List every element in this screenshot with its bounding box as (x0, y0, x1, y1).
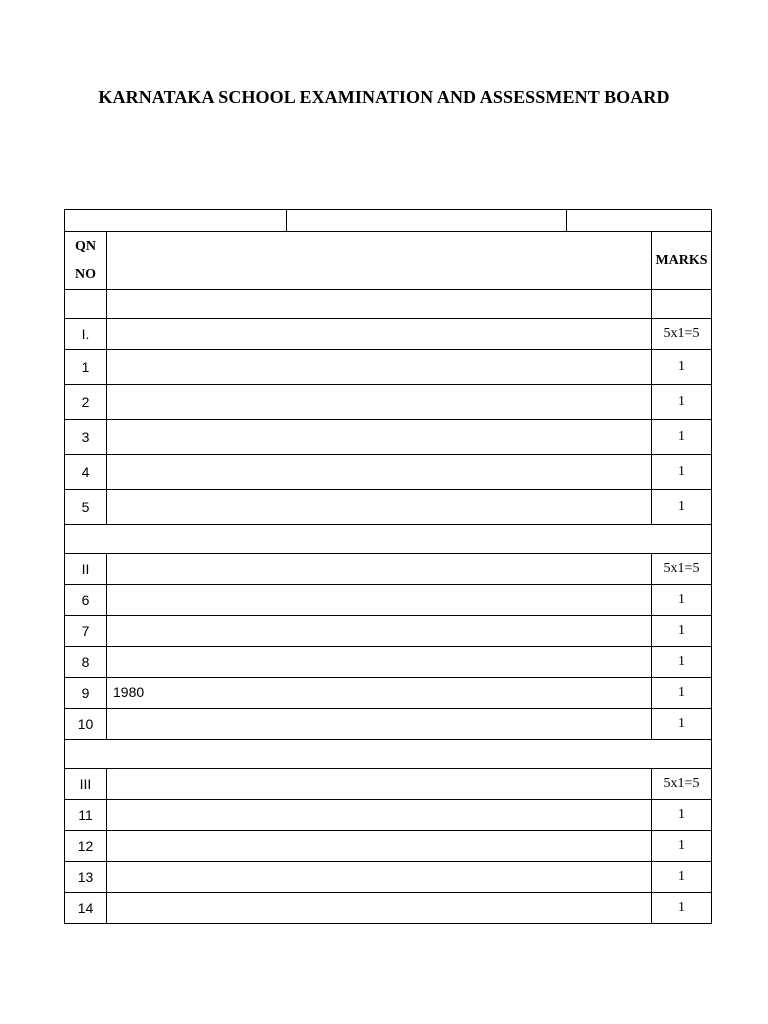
question-number: 8 (65, 647, 107, 678)
column-header-row (65, 232, 712, 290)
question-marks: 1 (652, 616, 712, 647)
question-number: 1 (65, 350, 107, 385)
answer-key-table (64, 209, 712, 924)
answer-text (107, 350, 652, 385)
question-marks: 1 (652, 585, 712, 616)
question-number: 6 (65, 585, 107, 616)
answer-text (107, 455, 652, 490)
question-row (65, 800, 712, 831)
section-number: I. (65, 319, 107, 350)
section-row (65, 769, 712, 800)
spacer-cell (65, 525, 712, 554)
question-row (65, 455, 712, 490)
section-instruction (107, 769, 652, 800)
question-number: 14 (65, 893, 107, 924)
answer-text (107, 800, 652, 831)
question-row (65, 385, 712, 420)
question-marks: 1 (652, 800, 712, 831)
section-number: III (65, 769, 107, 800)
section-marks: 5x1=5 (652, 554, 712, 585)
board-title-kannada (0, 110, 768, 140)
answer-text (107, 420, 652, 455)
question-row (65, 678, 712, 709)
answer-text (107, 585, 652, 616)
question-row (65, 490, 712, 525)
question-number: 7 (65, 616, 107, 647)
answer-text (107, 831, 652, 862)
exam-title (0, 140, 768, 170)
question-row (65, 647, 712, 678)
answer-text (107, 709, 652, 740)
answer-text: 1980 (107, 678, 652, 709)
part-marks-cell (652, 290, 712, 319)
question-row (65, 585, 712, 616)
marks-header: MARKS (652, 232, 712, 290)
part-qn-cell (65, 290, 107, 319)
question-marks: 1 (652, 678, 712, 709)
question-row (65, 616, 712, 647)
answer-text (107, 385, 652, 420)
question-marks: 1 (652, 647, 712, 678)
question-number: 4 (65, 455, 107, 490)
qn-no-header: QN NO (65, 232, 107, 290)
answer-text (107, 862, 652, 893)
question-number: 10 (65, 709, 107, 740)
question-number: 12 (65, 831, 107, 862)
part-title (107, 290, 652, 319)
section-marks: 5x1=5 (652, 319, 712, 350)
question-marks: 1 (652, 862, 712, 893)
question-marks: 1 (652, 420, 712, 455)
question-row (65, 862, 712, 893)
question-marks: 1 (652, 455, 712, 490)
question-row (65, 893, 712, 924)
section-marks: 5x1=5 (652, 769, 712, 800)
subject-cell (65, 210, 287, 232)
question-marks: 1 (652, 893, 712, 924)
question-number: 11 (65, 800, 107, 831)
part-row (65, 290, 712, 319)
question-marks: 1 (652, 350, 712, 385)
question-number: 9 (65, 678, 107, 709)
question-number: 5 (65, 490, 107, 525)
section-instruction (107, 319, 652, 350)
doc-type-cell (287, 210, 567, 232)
section-row (65, 554, 712, 585)
question-row (65, 350, 712, 385)
document-header (0, 84, 768, 170)
question-marks: 1 (652, 490, 712, 525)
answer-text (107, 893, 652, 924)
spacer-row (65, 525, 712, 554)
question-marks: 1 (652, 709, 712, 740)
question-marks: 1 (652, 831, 712, 862)
answer-text (107, 490, 652, 525)
question-row (65, 831, 712, 862)
subject-code-cell (567, 210, 712, 232)
question-row (65, 709, 712, 740)
question-marks: 1 (652, 385, 712, 420)
section-instruction (107, 554, 652, 585)
section-number: II (65, 554, 107, 585)
answer-text (107, 616, 652, 647)
question-row (65, 420, 712, 455)
question-number: 2 (65, 385, 107, 420)
question-number: 13 (65, 862, 107, 893)
question-number: 3 (65, 420, 107, 455)
blank-header-cell (107, 232, 652, 290)
spacer-cell (65, 740, 712, 769)
section-row (65, 319, 712, 350)
answer-text (107, 647, 652, 678)
board-title: KARNATAKA SCHOOL EXAMINATION AND ASSESSMENT BOARD (98, 87, 670, 107)
meta-row (65, 210, 712, 232)
spacer-row (65, 740, 712, 769)
